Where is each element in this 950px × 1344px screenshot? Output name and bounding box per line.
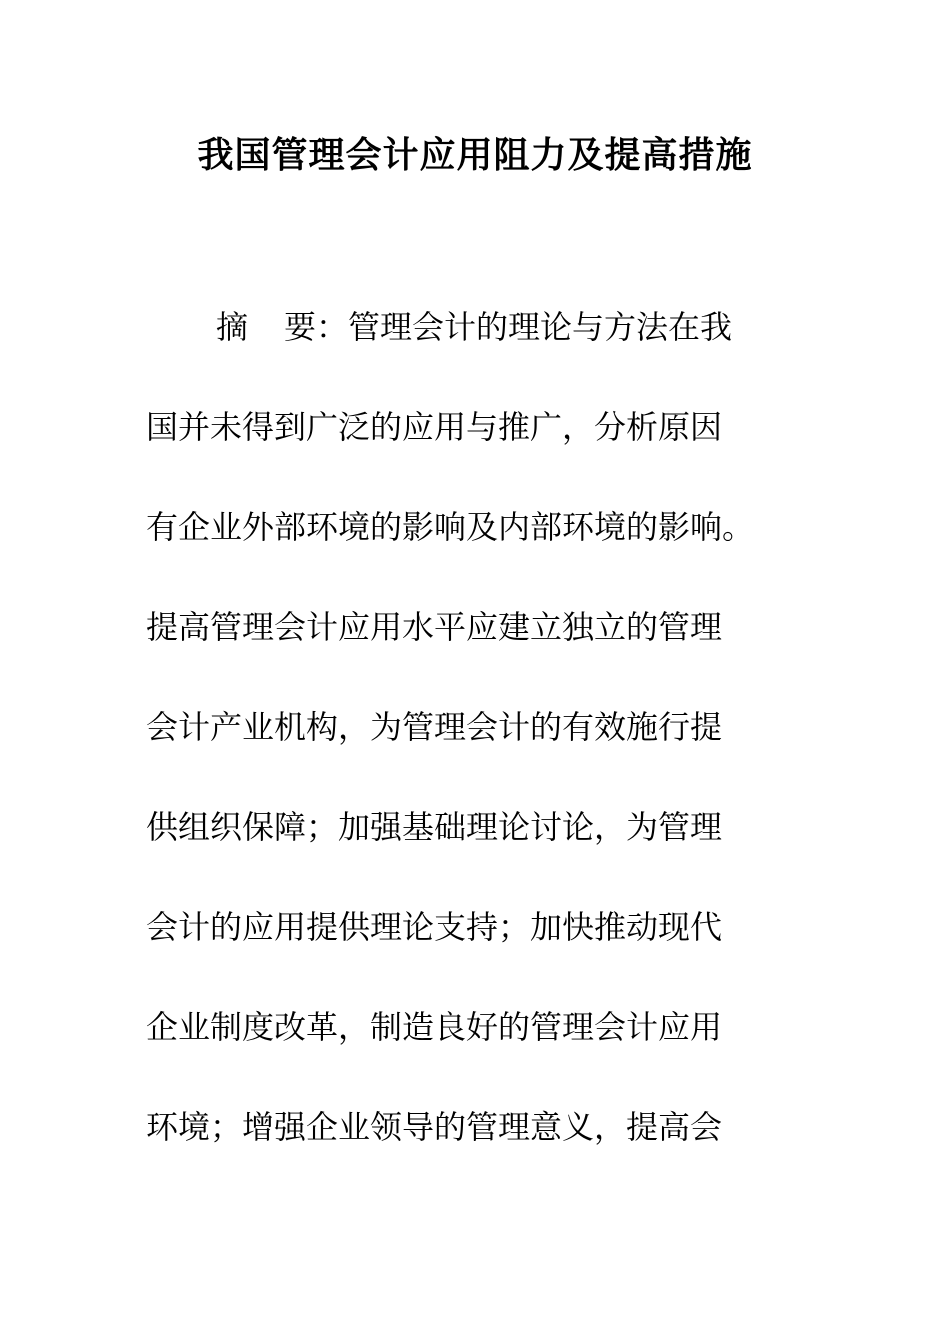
abstract-line: 企业制度改革，制造良好的管理会计应用 <box>146 1008 723 1046</box>
abstract-line: 供组织保障；加强基础理论讨论，为管理 <box>146 808 723 846</box>
abstract-line: 会计的应用提供理论支持；加快推动现代 <box>146 908 723 946</box>
abstract-paragraph <box>146 297 806 1197</box>
abstract-line: 会计产业机构，为管理会计的有效施行提 <box>146 708 723 746</box>
abstract-line: 有企业外部环境的影响及内部环境的影响。 <box>146 508 755 546</box>
abstract-line: 环境；增强企业领导的管理意义，提高会 <box>146 1108 723 1146</box>
abstract-label-char: 要： <box>284 308 349 346</box>
document-title: 我国管理会计应用阻力及提高措施 <box>197 135 753 176</box>
abstract-label-char: 摘 <box>216 308 249 346</box>
abstract-line-text: 管理会计的理论与方法在我 <box>348 308 733 346</box>
abstract-line: 提高管理会计应用水平应建立独立的管理 <box>146 608 723 646</box>
abstract-line <box>146 297 806 397</box>
abstract-line: 国并未得到广泛的应用与推广，分析原因 <box>146 408 723 446</box>
